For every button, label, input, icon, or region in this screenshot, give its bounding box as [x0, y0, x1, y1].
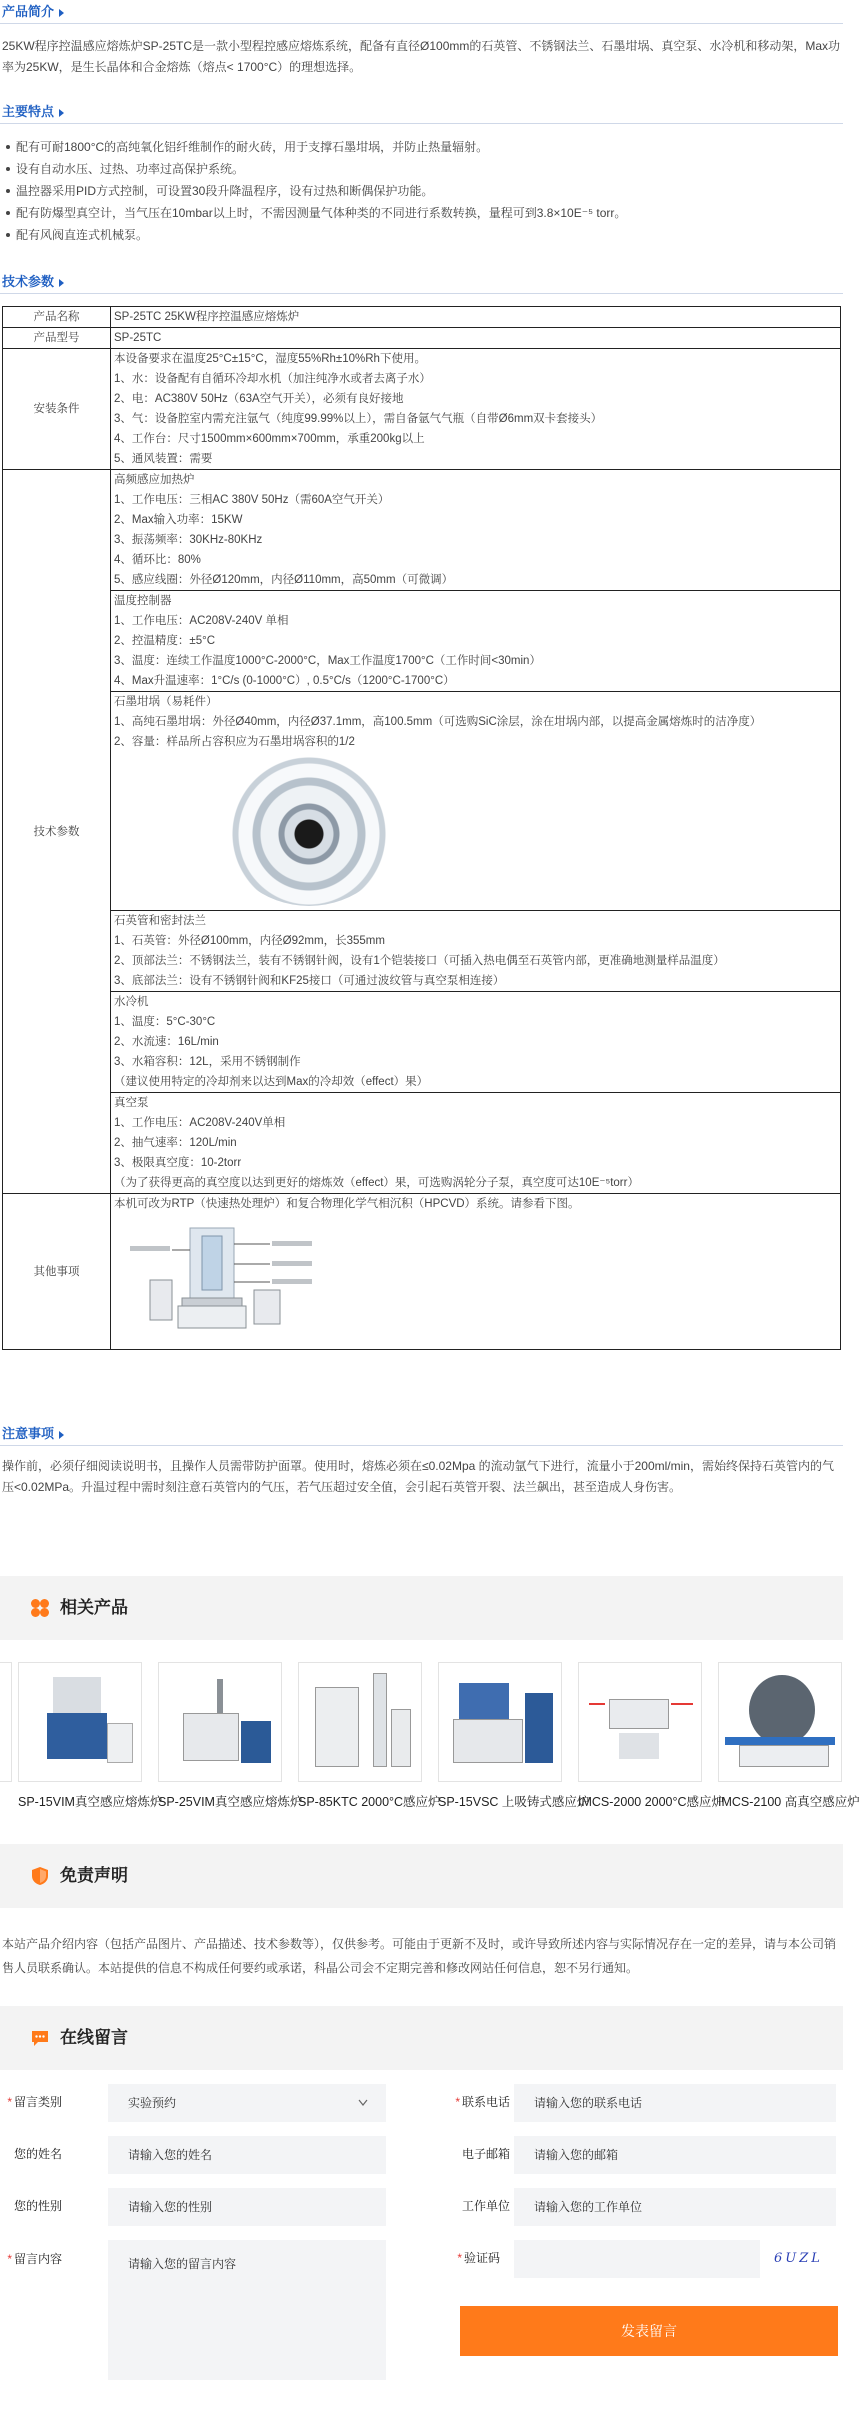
type-select-value: 实验预约 — [128, 2096, 177, 2110]
product-image[interactable] — [298, 1662, 422, 1782]
related-title: 相关产品 — [60, 1598, 128, 1618]
message-heading — [0, 2006, 843, 2070]
product-card[interactable] — [438, 1662, 590, 1812]
gender-input[interactable] — [108, 2188, 386, 2226]
product-image[interactable] — [578, 1662, 702, 1782]
install-line: 本设备要求在温度25°C±15°C，湿度55%Rh±10%Rh下使用。 — [114, 353, 426, 365]
chiller-title: 水冷机 — [114, 996, 149, 1008]
tube-line: 1、石英管：外径Ø100mm，内径Ø92mm，长355mm — [114, 935, 385, 947]
related-products-heading — [0, 1576, 843, 1640]
specs-section-title: 技术参数 — [0, 270, 843, 294]
install-line: 5、通风装置：需要 — [114, 453, 213, 465]
spec-model-label: 产品型号 — [3, 328, 111, 349]
phone-input[interactable] — [514, 2084, 836, 2122]
tube-block — [111, 911, 840, 992]
spec-tech-value — [111, 470, 841, 1194]
type-label: * 留言类别 — [7, 2095, 62, 2110]
gender-placeholder: 请输入您的性别 — [128, 2200, 213, 2214]
chiller-line: 3、水箱容积：12L，采用不锈钢制作 — [114, 1056, 301, 1068]
crucible-block — [111, 692, 840, 911]
tc-line: 4、Max升温速率：1°C/s (0-1000°C）, 0.5°C/s（1200°C-1700°C） — [114, 675, 455, 687]
feature-item: 配有可耐1800°C的高纯氧化铝纤维制作的耐火砖，用于支撑石墨坩埚，并防止热量辐射。 — [4, 136, 843, 158]
heater-line: 1、工作电压：三相AC 380V 50Hz（需60A空气开关） — [114, 494, 390, 506]
table-row — [3, 470, 841, 1194]
name-placeholder: 请输入您的姓名 — [128, 2148, 213, 2162]
arrow-right-icon — [59, 9, 64, 17]
notes-text: 操作前，必须仔细阅读说明书，且操作人员需带防护面罩。使用时，熔炼必须在≤0.02Mpa 的流动氩气下进行，流量小于200ml/min，需始终保持石英管内的气压<0.02MPa。升温过程中需时刻注意石英管内的气压，若气压超过安全值，会引起石英管开裂、法兰飙出，甚至造成人身伤害。 — [2, 1459, 834, 1494]
spec-other-label: 其他事项 — [3, 1194, 111, 1350]
arrow-right-icon — [59, 1431, 64, 1439]
other-text: 本机可改为RTP（快速热处理炉）和复合物理化学气相沉积（HPCVD）系统。请参看下图。 — [114, 1198, 580, 1210]
related-products-carousel[interactable] — [0, 1662, 860, 1822]
product-card[interactable] — [718, 1662, 860, 1812]
pump-line: 1、工作电压：AC208V-240V单相 — [114, 1117, 286, 1129]
temp-controller-block — [111, 591, 840, 692]
disclaimer-heading — [0, 1844, 843, 1908]
product-card[interactable] — [158, 1662, 303, 1812]
product-image[interactable] — [438, 1662, 562, 1782]
install-line: 1、水：设备配有自循环冷却水机（加注纯净水或者去离子水） — [114, 373, 431, 385]
chiller-line: （建议使用特定的冷却剂来以达到Max的冷却效（effect）果） — [114, 1076, 429, 1088]
chevron-down-icon — [358, 2099, 368, 2107]
features-section-title: 主要特点 — [0, 100, 843, 124]
crucible-image — [224, 756, 394, 906]
captcha-label: * 验证码 — [457, 2251, 500, 2266]
intro-text: 25KW程序控温感应熔炼炉SP-25TC是一款小型程控感应熔炼系统，配备有直径Ø100mm的石英管、不锈钢法兰、石墨坩埚、真空泵、水冷机和移动架，Max功率为25KW，是生长晶体和合金熔炼（熔点< 1700°C）的理想选择。 — [2, 39, 841, 74]
heater-line: 4、循环比：80% — [114, 554, 201, 566]
pump-line: 3、极限真空度：10-2torr — [114, 1157, 242, 1169]
chiller-block — [111, 992, 840, 1093]
install-line: 2、电：AC380V 50Hz（63A空气开关），必须有良好接地 — [114, 393, 404, 405]
tc-title: 温度控制器 — [114, 595, 172, 607]
table-row — [3, 1194, 841, 1350]
tube-title: 石英管和密封法兰 — [114, 915, 206, 927]
spec-name-label: 产品名称 — [3, 307, 111, 328]
feature-item: 温控器采用PID方式控制，可设置30段升降温程序，设有过热和断偶保护功能。 — [4, 180, 843, 202]
type-select[interactable] — [108, 2084, 386, 2122]
product-image[interactable] — [158, 1662, 282, 1782]
captcha-image[interactable]: 6UZL — [774, 2250, 823, 2266]
message-form — [0, 2084, 843, 2374]
table-row — [3, 349, 841, 470]
heater-line: 3、振荡频率：30KHz-80KHz — [114, 534, 263, 546]
tube-line: 2、顶部法兰：不锈钢法兰，装有不锈钢针阀，设有1个铠装接口（可插入热电偶至石英管内部，更准确地测量样品温度） — [114, 955, 725, 967]
disclaimer-text: 本站产品介绍内容（包括产品图片、产品描述、技术参数等），仅供参考。可能由于更新不及时，或许导致所述内容与实际情况存在一定的差异，请与本公司销售人员联系确认。本站提供的信息不构成任何要约或承诺，科晶公司会不定期完善和修改网站任何信息，恕不另行通知。 — [2, 1937, 837, 1975]
product-image[interactable] — [718, 1662, 842, 1782]
spec-model-value: SP-25TC — [111, 328, 841, 349]
product-name[interactable]: IMCS-2000 2000°C感应炉 — [578, 1795, 725, 1809]
table-row — [3, 307, 841, 328]
install-line: 4、工作台：尺寸1500mm×600mm×700mm，承重200kg以上 — [114, 433, 425, 445]
content-textarea[interactable] — [108, 2240, 386, 2380]
pump-block — [111, 1093, 840, 1193]
chiller-line: 2、水流速：16L/min — [114, 1036, 219, 1048]
feature-item: 设有自动水压、过热、功率过高保护系统。 — [4, 158, 843, 180]
name-label: 您的姓名 — [13, 2147, 62, 2162]
name-input[interactable] — [108, 2136, 386, 2174]
intro-section-title: 产品简介 — [0, 0, 843, 24]
email-placeholder: 请输入您的邮箱 — [534, 2148, 619, 2162]
chiller-line: 1、温度：5°C-30°C — [114, 1016, 216, 1028]
system-diagram-image — [120, 1220, 330, 1338]
company-label: 工作单位 — [461, 2199, 510, 2214]
product-name[interactable]: SP-15VIM真空感应熔炼炉 — [18, 1795, 163, 1809]
notes-section-title: 注意事项 — [0, 1422, 843, 1446]
disclaimer-title: 免责声明 — [60, 1866, 128, 1886]
product-name[interactable]: IMCS-2100 高真空感应炉 — [718, 1795, 860, 1809]
install-line: 3、气：设备腔室内需充注氩气（纯度99.99%以上），需自备氩气气瓶（自带Ø6mm双卡套接头） — [114, 413, 603, 425]
tube-line: 3、底部法兰：设有不锈钢针阀和KF25接口（可通过波纹管与真空泵相连接） — [114, 975, 505, 987]
table-row — [3, 328, 841, 349]
spec-table — [2, 306, 841, 1350]
crucible-line: 1、高纯石墨坩埚：外径Ø40mm，内径Ø37.1mm，高100.5mm（可选购SiC涂层，涂在坩埚内部，以提高金属熔炼时的洁净度） — [114, 716, 762, 728]
content-label: * 留言内容 — [7, 2252, 62, 2266]
tc-line: 3、温度：连续工作温度1000°C-2000°C，Max工作温度1700°C（工作时间<30min） — [114, 655, 541, 667]
product-image[interactable] — [18, 1662, 142, 1782]
spec-install-label: 安装条件 — [3, 349, 111, 470]
shield-icon — [30, 1866, 50, 1886]
product-name[interactable]: SP-85KTC 2000°C感应炉 — [298, 1795, 441, 1809]
feature-item: 配有防爆型真空计，当气压在10mbar以上时，不需因测量气体种类的不同进行系数转换，量程可到3.8×10E⁻⁵ torr。 — [4, 202, 843, 224]
product-card[interactable] — [18, 1662, 163, 1812]
company-input[interactable] — [514, 2188, 836, 2226]
product-card[interactable] — [0, 1662, 18, 1782]
spec-name-value: SP-25TC 25KW程序控温感应熔炼炉 — [111, 307, 841, 328]
spec-other-value — [111, 1194, 841, 1350]
spec-tech-label: 技术参数 — [3, 470, 111, 1194]
product-card[interactable] — [578, 1662, 725, 1812]
heater-title: 高频感应加热炉 — [114, 474, 195, 486]
phone-placeholder: 请输入您的联系电话 — [534, 2096, 643, 2110]
content-placeholder: 请输入您的留言内容 — [128, 2257, 237, 2271]
products-icon — [30, 1598, 50, 1618]
arrow-right-icon — [59, 279, 64, 287]
pump-line: （为了获得更高的真空度以达到更好的熔炼效（effect）果，可选购涡轮分子泵，真空度可达10E⁻⁵torr） — [114, 1177, 639, 1189]
pump-title: 真空泵 — [114, 1097, 149, 1109]
email-input[interactable] — [514, 2136, 836, 2174]
email-label: 电子邮箱 — [461, 2147, 510, 2162]
submit-button[interactable]: 发表留言 — [460, 2306, 838, 2356]
crucible-title: 石墨坩埚（易耗件） — [114, 696, 218, 708]
product-card[interactable] — [298, 1662, 441, 1812]
captcha-input[interactable] — [514, 2240, 760, 2278]
pump-line: 2、抽气速率：120L/min — [114, 1137, 237, 1149]
feature-item: 配有风阀直连式机械泵。 — [4, 224, 843, 246]
product-image[interactable] — [0, 1662, 12, 1782]
heater-line: 2、Max输入功率：15KW — [114, 514, 243, 526]
features-list — [0, 124, 843, 250]
heater-block — [111, 470, 840, 591]
tc-line: 1、工作电压：AC208V-240V 单相 — [114, 615, 289, 627]
company-placeholder: 请输入您的工作单位 — [534, 2200, 643, 2214]
product-name[interactable]: SP-15VSC 上吸铸式感应炉 — [438, 1795, 590, 1809]
phone-label: * 联系电话 — [455, 2095, 510, 2110]
gender-label: 您的性别 — [13, 2199, 62, 2214]
tc-line: 2、控温精度：±5°C — [114, 635, 216, 647]
arrow-right-icon — [59, 109, 64, 117]
product-name[interactable]: SP-25VIM真空感应熔炼炉 — [158, 1795, 303, 1809]
message-title: 在线留言 — [60, 2028, 128, 2048]
chat-icon — [30, 2028, 50, 2048]
crucible-line: 2、容量：样品所占容积应为石墨坩埚容积的1/2 — [114, 736, 355, 748]
heater-line: 5、感应线圈：外径Ø120mm，内径Ø110mm，高50mm（可微调） — [114, 574, 454, 586]
spec-install-value — [111, 349, 841, 470]
